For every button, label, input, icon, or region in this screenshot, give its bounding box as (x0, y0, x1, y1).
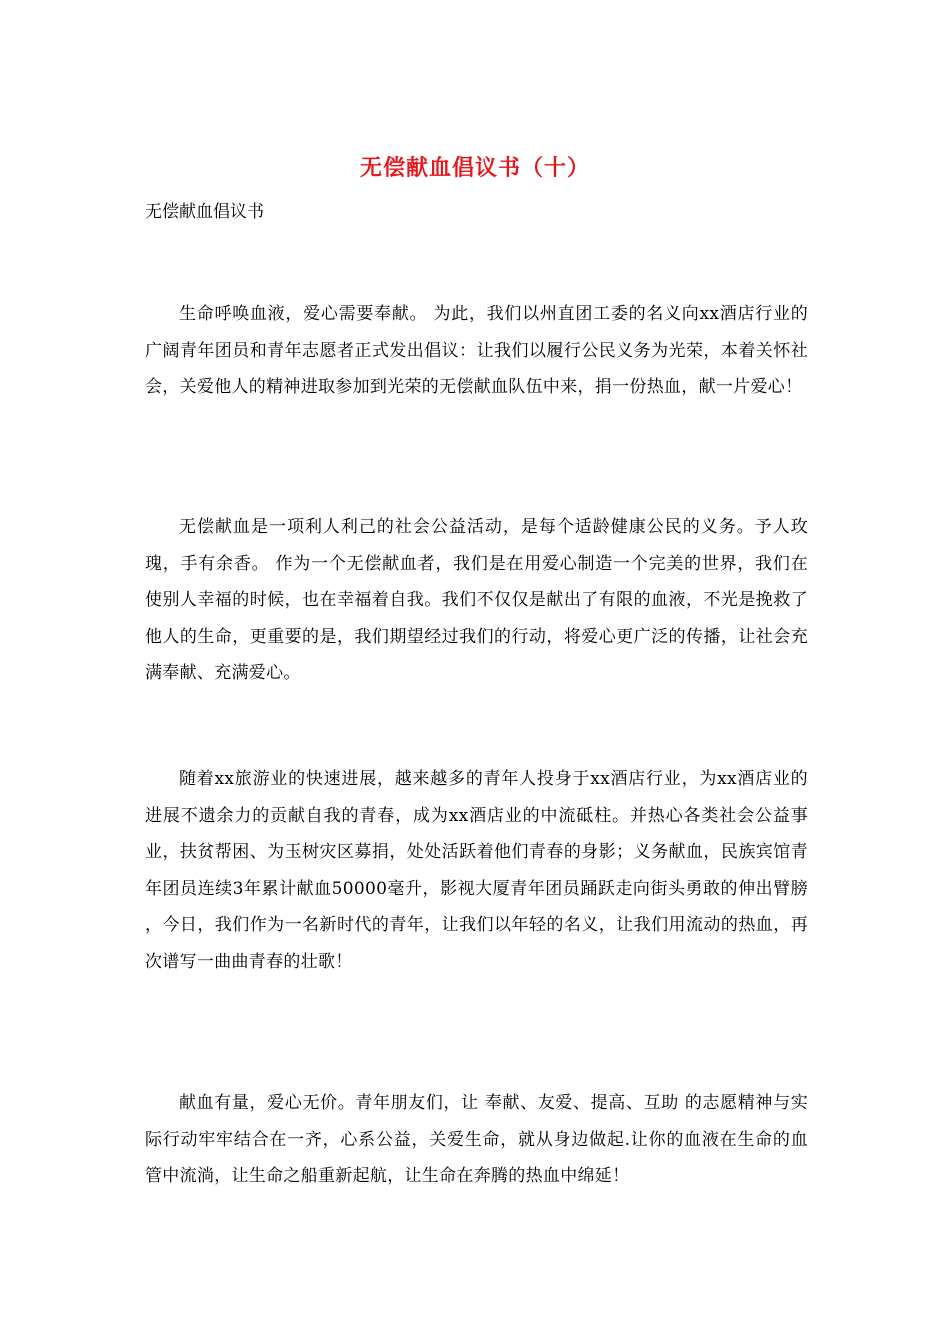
paragraph: 生命呼唤血液，爱心需要奉献。 为此，我们以州直团工委的名义向xx酒店行业的广阔青年团员和青年志愿者正式发出倡议：让我们以履行公民义务为光荣，本着关怀社会，关爱他人的精神进取参加到光荣的无偿献血队伍中来，捐一份热血，献一片爱心！ (145, 304, 808, 397)
paragraph: 无偿献血是一项利人利己的社会公益活动，是每个适龄健康公民的义务。予人玫瑰，手有余香。 作为一个无偿献血者，我们是在用爱心制造一个完美的世界，我们在使别人幸福的时候，也在幸福着自我。我们不仅仅是献出了有限的血液，不光是挽救了他人的生命，更重要的是，我们期望经过我们的行动，将爱心更广泛的传播，让社会充满奉献、充满爱心。 (145, 517, 808, 683)
paragraph: 献血有量，爱心无价。青年朋友们，让 奉献、友爱、提高、互助 的志愿精神与实际行动牢牢结合在一齐，心系公益，关爱生命，就从身边做起.让你的血液在生命的血管中流淌，让生命之船重新起航，让生命在奔腾的热血中绵延！ (145, 1093, 808, 1186)
document-subtitle: 无偿献血倡议书 (145, 202, 264, 222)
document-title: 无偿献血倡议书（十） (359, 155, 590, 181)
paragraph: 随着xx旅游业的快速进展，越来越多的青年人投身于xx酒店行业，为xx酒店业的进展不遗余力的贡献自我的青春，成为xx酒店业的中流砥柱。并热心各类社会公益事业，扶贫帮困、为玉树灾区募捐，处处活跃着他们青春的身影；义务献血，民族宾馆青年团员连续3年累计献血50000毫升，影视大厦青年团员踊跃走向街头勇敢的伸出臂膀 ，今日，我们作为一名新时代的青年，让我们以年轻的名义，让我们用流动的热血，再次谱写一曲曲青春的壮歌！ (145, 769, 808, 972)
